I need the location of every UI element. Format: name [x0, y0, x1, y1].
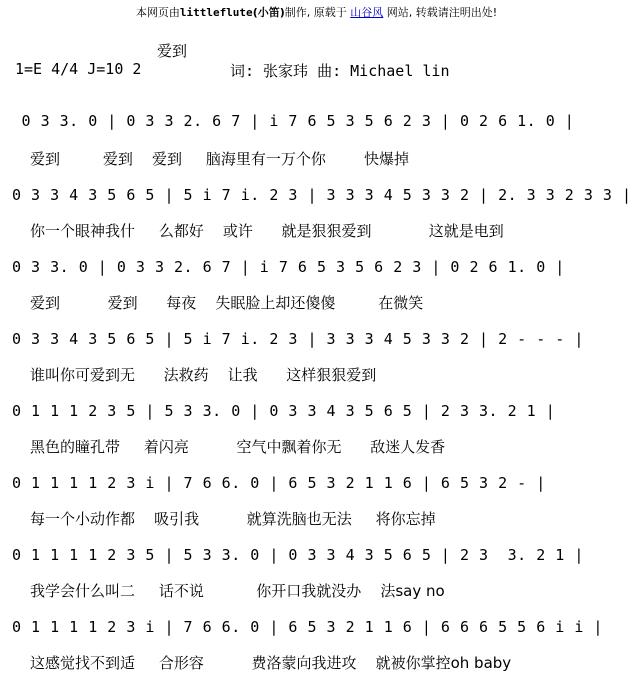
header-prefix: 本网页由: [135, 6, 180, 19]
notation-line-5: 0 1 1 1 2 3 5 | 5 3 3. 0 | 0 3 3 4 3 5 6 5 | 2 3 3. 2 1 |: [12, 402, 556, 420]
key-signature-line: 1=E 4/4 J=10 2: [15, 60, 142, 78]
lyric-line-8: 这感觉找不到适 合形容 费洛蒙向我进攻 就被你掌控oh baby: [30, 654, 512, 672]
lyric-line-7: 我学会什么叫二 话不说 你开口我就没办 法say no: [30, 582, 445, 600]
lyric-line-2: 你一个眼神我什 么都好 或许 就是狠狠爱到 这就是电到: [30, 222, 504, 240]
notation-line-3: 0 3 3. 0 | 0 3 3 2. 6 7 | i 7 6 5 3 5 6 2 3 | 0 2 6 1. 0 |: [12, 258, 565, 276]
lyric-line-5: 黑色的瞳孔带 着闪亮 空气中飘着你无 敌迷人发香: [30, 438, 446, 456]
notation-line-8: 0 1 1 1 1 2 3 i | 7 6 6. 0 | 6 5 3 2 1 1 6 | 6 6 6 5 5 6 i i |: [12, 618, 603, 636]
song-title: 爱到: [157, 42, 188, 60]
page-header: [0, 4, 633, 20]
notation-line-1: 0 3 3. 0 | 0 3 3 2. 6 7 | i 7 6 5 3 5 6 2 3 | 0 2 6 1. 0 |: [12, 112, 575, 130]
author-name-cn: (小笛): [252, 6, 285, 19]
lyric-line-1: 爱到 爱到 爱到 脑海里有一万个你 快爆掉: [30, 150, 409, 168]
notation-line-4: 0 3 3 4 3 5 6 5 | 5 i 7 i. 2 3 | 3 3 3 4 5 3 3 2 | 2 - - - |: [12, 330, 584, 348]
notation-line-7: 0 1 1 1 1 2 3 5 | 5 3 3. 0 | 0 3 3 4 3 5 6 5 | 2 3 3. 2 1 |: [12, 546, 584, 564]
site-link[interactable]: 山谷风: [350, 6, 384, 19]
lyric-line-3: 爱到 爱到 每夜 失眠脸上却还傻傻 在微笑: [30, 294, 424, 312]
header-suffix: 网站, 转载请注明出处!: [386, 6, 498, 19]
header-mid: 制作, 原载于: [284, 6, 347, 19]
notation-line-6: 0 1 1 1 1 2 3 i | 7 6 6. 0 | 6 5 3 2 1 1 6 | 6 5 3 2 - |: [12, 474, 546, 492]
notation-line-2: 0 3 3 4 3 5 6 5 | 5 i 7 i. 2 3 | 3 3 3 4 5 3 3 2 | 2. 3 3 2 3 3 |: [12, 186, 632, 204]
lyric-line-4: 谁叫你可爱到无 法救药 让我 这样狠狠爱到: [30, 366, 377, 384]
lyric-line-6: 每一个小动作都 吸引我 就算洗脑也无法 将你忘掉: [30, 510, 436, 528]
author-name-en: littleflute: [179, 6, 253, 19]
song-credits: 词: 张家玮 曲: Michael lin: [230, 62, 450, 80]
